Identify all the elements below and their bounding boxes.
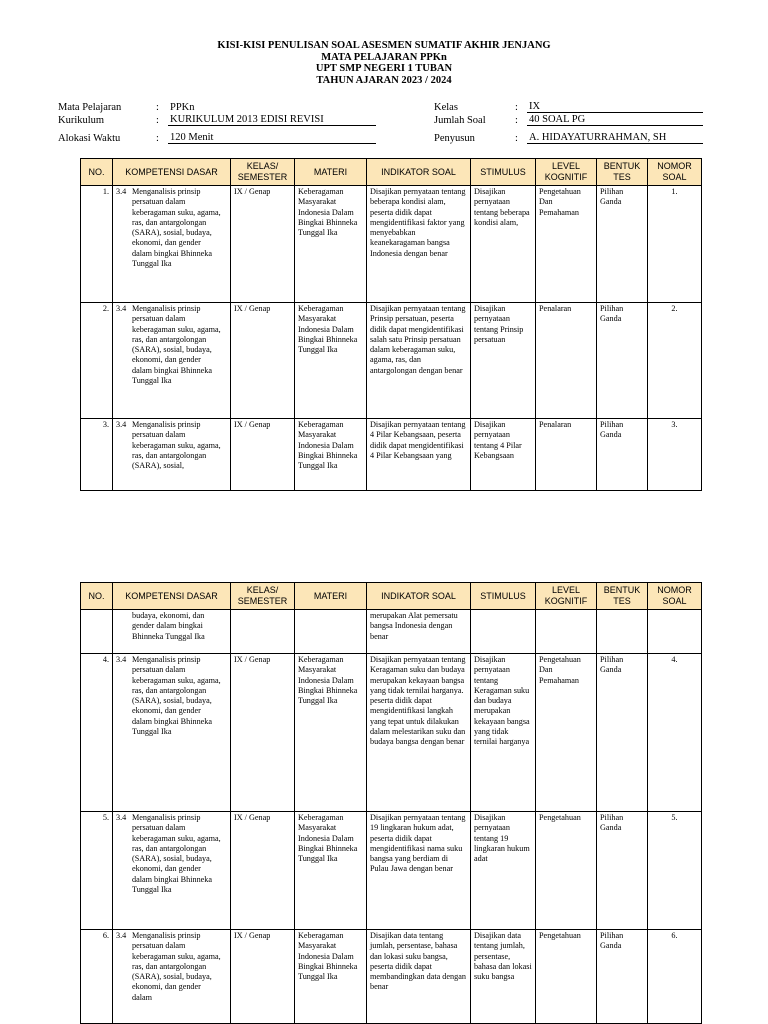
cell-indikator: Disajikan pernyataan tentang Keragaman suku dan budaya merupakan kekayaan bangsa yang tidak ternilai harganya. peserta didik dapat mengidentifikasi langkah yang tepat untuk dilakukan dalam melestarikan suku dan budaya bangsa dengan benar xyxy=(367,654,471,812)
table-row xyxy=(81,419,702,491)
col-header-bentuk xyxy=(597,159,648,186)
cell-kompetensi-dasar xyxy=(113,186,231,303)
kd-text: Menganalisis prinsip persatuan dalam keberagaman suku, agama, ras, dan antargolongan (SARA), sosial, budaya, ekonomi, dan gender dalam bingkai Bhinneka Tunggal Ika xyxy=(132,813,221,895)
cell-no: 3. xyxy=(81,419,113,491)
cell-no: 4. xyxy=(81,654,113,812)
col-header-text: BENTUK xyxy=(603,161,641,171)
cell-indikator: merupakan Alat pemersatu bangsa Indonesia dengan benar xyxy=(367,610,471,654)
col-header-text: SOAL xyxy=(662,172,687,182)
cell-kelas-semester xyxy=(231,610,295,654)
table-row xyxy=(81,186,702,303)
cell-kelas-semester: IX / Genap xyxy=(231,930,295,1024)
cell-level-kognitif xyxy=(536,610,597,654)
cell-level-kognitif: Pengetahuan xyxy=(536,812,597,930)
col-header-kd: KOMPETENSI DASAR xyxy=(113,583,231,610)
table-row xyxy=(81,303,702,419)
cell-materi: Keberagaman Masyarakat Indonesia Dalam Bingkai Bhinneka Tunggal Ika xyxy=(295,812,367,930)
kisi-table-page-1 xyxy=(80,158,702,491)
jumlah-label: Jumlah Soal xyxy=(434,115,486,126)
title-line-2: MATA PELAJARAN PPKn xyxy=(321,51,447,63)
alokasi-label: Alokasi Waktu xyxy=(58,133,121,144)
cell-materi: Keberagaman Masyarakat Indonesia Dalam Bingkai Bhinneka Tunggal Ika xyxy=(295,186,367,303)
col-header-text: TES xyxy=(613,596,631,606)
cell-indikator: Disajikan data tentang jumlah, persentase, bahasa dan lokasi suku bangsa, peserta didik dapat membandingkan data dengan benar xyxy=(367,930,471,1024)
col-header-stimulus: STIMULUS xyxy=(471,583,536,610)
col-header-text: BENTUK xyxy=(603,585,641,595)
table-header-row xyxy=(81,159,702,186)
cell-materi: Keberagaman Masyarakat Indonesia Dalam Bingkai Bhinneka Tunggal Ika xyxy=(295,930,367,1024)
cell-nomor-soal: 4. xyxy=(648,654,702,812)
kd-number: 3.4 xyxy=(116,655,127,664)
cell-kompetensi-dasar xyxy=(113,610,231,654)
cell-bentuk-tes: Pilihan Ganda xyxy=(597,930,648,1024)
col-header-kd: KOMPETENSI DASAR xyxy=(113,159,231,186)
cell-kelas-semester: IX / Genap xyxy=(231,419,295,491)
cell-no: 2. xyxy=(81,303,113,419)
col-header-indikator: INDIKATOR SOAL xyxy=(367,159,471,186)
colon: : xyxy=(156,115,159,126)
cell-level-kognitif: Pengetahuan Dan Pemahaman xyxy=(536,654,597,812)
cell-kelas-semester: IX / Genap xyxy=(231,303,295,419)
cell-stimulus: Disajikan pernyataan tentang 4 Pilar Kebangsaan xyxy=(471,419,536,491)
kd-number: 3.4 xyxy=(116,304,127,313)
cell-stimulus: Disajikan pernyataan tentang Keragaman suku dan budaya merupakan kekayaan bangsa yang tidak ternilai harganya xyxy=(471,654,536,812)
cell-level-kognitif: Pengetahuan xyxy=(536,930,597,1024)
cell-nomor-soal: 1. xyxy=(648,186,702,303)
colon: : xyxy=(156,133,159,144)
cell-bentuk-tes: Pilihan Ganda xyxy=(597,654,648,812)
col-header-nomor xyxy=(648,159,702,186)
col-header-text: LEVEL xyxy=(551,161,581,171)
mapel-label: Mata Pelajaran xyxy=(58,102,122,113)
cell-no: 6. xyxy=(81,930,113,1024)
col-header-nomor xyxy=(648,583,702,610)
cell-bentuk-tes: Pilihan Ganda xyxy=(597,419,648,491)
kurikulum-label: Kurikulum xyxy=(58,115,105,126)
col-header-text: SEMESTER xyxy=(237,596,288,606)
cell-materi: Keberagaman Masyarakat Indonesia Dalam Bingkai Bhinneka Tunggal Ika xyxy=(295,303,367,419)
kurikulum-value: KURIKULUM 2013 EDISI REVISI xyxy=(168,114,376,126)
col-header-level xyxy=(536,159,597,186)
col-header-text: TES xyxy=(613,172,631,182)
cell-kompetensi-dasar xyxy=(113,654,231,812)
col-header-no: NO. xyxy=(81,159,113,186)
cell-kelas-semester: IX / Genap xyxy=(231,812,295,930)
kd-number: 3.4 xyxy=(116,931,127,940)
col-header-kelas xyxy=(231,159,295,186)
cell-kelas-semester: IX / Genap xyxy=(231,186,295,303)
col-header-materi: MATERI xyxy=(295,583,367,610)
colon: : xyxy=(515,133,518,144)
cell-materi: Keberagaman Masyarakat Indonesia Dalam Bingkai Bhinneka Tunggal Ika xyxy=(295,654,367,812)
kd-text: Menganalisis prinsip persatuan dalam keberagaman suku, agama, ras, dan antargolongan (SARA), sosial, budaya, ekonomi, dan gender dalam bingkai Bhinneka Tunggal Ika xyxy=(132,187,221,269)
kelas-label: Kelas xyxy=(434,102,458,113)
kd-text: Menganalisis prinsip persatuan dalam keberagaman suku, agama, ras, dan antargolongan (SARA), sosial, xyxy=(132,420,221,471)
colon: : xyxy=(515,115,518,126)
col-header-text: KELAS/ xyxy=(246,585,279,595)
cell-level-kognitif: Pengetahuan Dan Pemahaman xyxy=(536,186,597,303)
cell-indikator: Disajikan pernyataan tentang Prinsip persatuan, peserta didik dapat mengidentifikasi salah satu Prinsip persatuan dalam keberagaman suku, agama, ras, dan antargolongan dengan benar xyxy=(367,303,471,419)
cell-materi xyxy=(295,610,367,654)
kisi-table-page-2 xyxy=(80,582,702,1024)
col-header-level xyxy=(536,583,597,610)
cell-nomor-soal: 5. xyxy=(648,812,702,930)
table-row xyxy=(81,930,702,1024)
col-header-bentuk xyxy=(597,583,648,610)
cell-nomor-soal: 6. xyxy=(648,930,702,1024)
jumlah-value: 40 SOAL PG xyxy=(527,114,703,126)
cell-indikator: Disajikan pernyataan tentang 19 lingkaran hukum adat, peserta didik dapat mengidentifikasi nama suku bangsa yang berdiam di Pulau Jawa dengan benar xyxy=(367,812,471,930)
alokasi-value: 120 Menit xyxy=(168,132,376,144)
col-header-text: KOGNITIF xyxy=(544,172,588,182)
table-header-row xyxy=(81,583,702,610)
col-header-text: SOAL xyxy=(662,596,687,606)
kd-text: Menganalisis prinsip persatuan dalam keberagaman suku, agama, ras, dan antargolongan (SARA), sosial, budaya, ekonomi, dan gender dalam bingkai Bhinneka Tunggal Ika xyxy=(132,655,221,737)
cell-nomor-soal xyxy=(648,610,702,654)
cell-kompetensi-dasar xyxy=(113,419,231,491)
cell-stimulus: Disajikan pernyataan tentang Prinsip persatuan xyxy=(471,303,536,419)
col-header-text: KELAS/ xyxy=(246,161,279,171)
kelas-value: IX xyxy=(527,101,703,113)
colon: : xyxy=(515,102,518,113)
cell-no: 1. xyxy=(81,186,113,303)
cell-level-kognitif: Penalaran xyxy=(536,419,597,491)
cell-materi: Keberagaman Masyarakat Indonesia Dalam Bingkai Bhinneka Tunggal Ika xyxy=(295,419,367,491)
cell-kompetensi-dasar xyxy=(113,303,231,419)
cell-nomor-soal: 2. xyxy=(648,303,702,419)
col-header-text: NOMOR xyxy=(657,161,692,171)
table-row xyxy=(81,654,702,812)
col-header-stimulus: STIMULUS xyxy=(471,159,536,186)
cell-stimulus: Disajikan pernyataan tentang beberapa kondisi alam, xyxy=(471,186,536,303)
kd-number: 3.4 xyxy=(116,187,127,196)
cell-stimulus: Disajikan data tentang jumlah, persentase, bahasa dan lokasi suku bangsa xyxy=(471,930,536,1024)
cell-kompetensi-dasar xyxy=(113,812,231,930)
col-header-text: LEVEL xyxy=(551,585,581,595)
cell-nomor-soal: 3. xyxy=(648,419,702,491)
cell-kelas-semester: IX / Genap xyxy=(231,654,295,812)
cell-bentuk-tes: Pilihan Ganda xyxy=(597,303,648,419)
cell-indikator: Disajikan pernyataan tentang beberapa kondisi alam, peserta didik dapat mengidentifikasi faktor yang menyebabkan keanekaragaman bangsa Indonesia dengan benar xyxy=(367,186,471,303)
document-title xyxy=(0,40,768,86)
kd-number: 3.4 xyxy=(116,420,127,429)
col-header-text: NOMOR xyxy=(657,585,692,595)
cell-bentuk-tes: Pilihan Ganda xyxy=(597,812,648,930)
cell-no xyxy=(81,610,113,654)
col-header-no: NO. xyxy=(81,583,113,610)
table-row xyxy=(81,812,702,930)
table-row xyxy=(81,610,702,654)
col-header-materi: MATERI xyxy=(295,159,367,186)
cell-level-kognitif: Penalaran xyxy=(536,303,597,419)
mapel-value: PPKn xyxy=(170,102,195,113)
cell-stimulus: Disajikan pernyataan tentang 19 lingkaran hukum adat xyxy=(471,812,536,930)
cell-indikator: Disajikan pernyataan tentang 4 Pilar Kebangsaan, peserta didik dapat mengidentifikasi 4 Pilar Kebangsaan yang xyxy=(367,419,471,491)
cell-bentuk-tes: Pilihan Ganda xyxy=(597,186,648,303)
cell-bentuk-tes xyxy=(597,610,648,654)
col-header-text: SEMESTER xyxy=(237,172,288,182)
kd-number: 3.4 xyxy=(116,813,127,822)
title-line-1: KISI-KISI PENULISAN SOAL ASESMEN SUMATIF AKHIR JENJANG xyxy=(217,40,551,51)
kd-text: Menganalisis prinsip persatuan dalam keberagaman suku, agama, ras, dan antargolongan (SARA), sosial, budaya, ekonomi, dan gender dalam bingkai Bhinneka Tunggal Ika xyxy=(132,304,221,386)
title-line-3: UPT SMP NEGERI 1 TUBAN xyxy=(315,63,453,74)
title-line-4: TAHUN AJARAN 2023 / 2024 xyxy=(316,74,452,86)
col-header-kelas xyxy=(231,583,295,610)
kd-text: Menganalisis prinsip persatuan dalam keberagaman suku, agama, ras, dan antargolongan (SARA), sosial, budaya, ekonomi, dan gender dalam xyxy=(132,931,221,1002)
col-header-indikator: INDIKATOR SOAL xyxy=(367,583,471,610)
cell-kompetensi-dasar xyxy=(113,930,231,1024)
colon: : xyxy=(156,102,159,113)
col-header-text: KOGNITIF xyxy=(544,596,588,606)
cell-no: 5. xyxy=(81,812,113,930)
kd-text: budaya, ekonomi, dan gender dalam bingkai Bhinneka Tunggal Ika xyxy=(132,611,205,641)
penyusun-label: Penyusun xyxy=(434,133,475,144)
cell-stimulus xyxy=(471,610,536,654)
penyusun-value: A. HIDAYATURRAHMAN, SH xyxy=(527,132,703,144)
